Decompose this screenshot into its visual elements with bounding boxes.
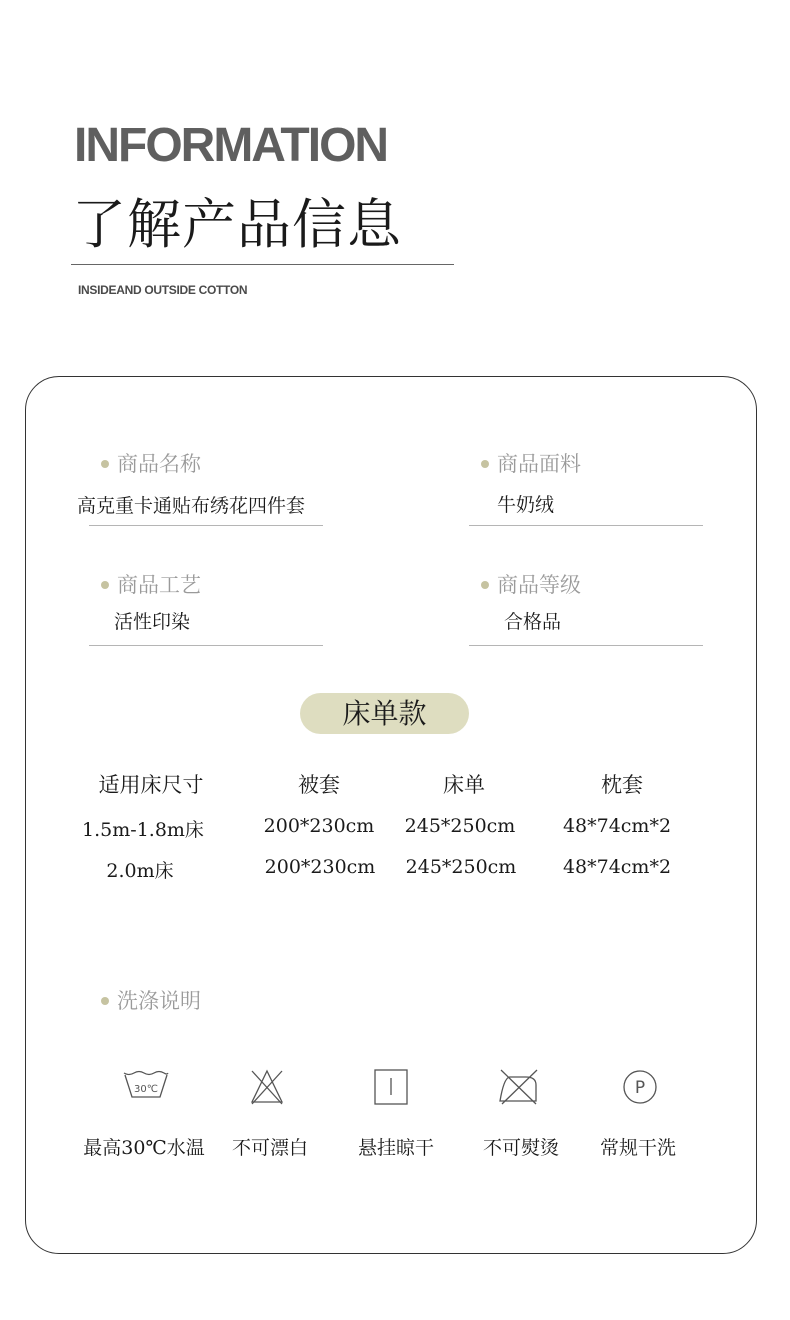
table-header-pillowcase: 枕套: [601, 773, 643, 797]
table-cell: 48*74cm*2: [562, 856, 672, 878]
bullet-dot: [101, 460, 109, 468]
grade-label: 商品等级: [481, 569, 581, 599]
table-header-duvet: 被套: [298, 773, 340, 797]
bullet-dot: [481, 581, 489, 589]
hang-dry-icon: [366, 1067, 416, 1111]
product-name-label: 商品名称: [101, 448, 201, 478]
dry-clean-p-icon: [615, 1067, 665, 1111]
no-bleach-icon: [242, 1067, 292, 1111]
table-cell: 200*230cm: [264, 856, 376, 878]
table-cell: 48*74cm*2: [562, 815, 672, 837]
table-cell: 200*230cm: [263, 815, 375, 837]
bullet-dot: [481, 460, 489, 468]
fabric-label: 商品面料: [481, 448, 581, 478]
table-header-sheet: 床单: [443, 773, 485, 797]
divider: [469, 525, 703, 526]
title-cn: 了解产品信息: [72, 193, 402, 256]
wash-temp-text: 30℃: [134, 1084, 158, 1095]
care-item-label: 不可熨烫: [482, 1137, 559, 1159]
grade-value: 合格品: [504, 611, 562, 633]
divider: [89, 525, 323, 526]
care-item-label: 最高30℃水温: [83, 1137, 205, 1159]
table-cell: 245*250cm: [404, 815, 516, 837]
fabric-value: 牛奶绒: [497, 494, 555, 516]
product-name-value: 高克重卡通贴布绣花四件套: [77, 495, 306, 517]
table-cell: 2.0m床: [106, 860, 174, 882]
sheet-style-badge: 床单款: [300, 693, 469, 734]
dry-clean-p-text: P: [634, 1078, 646, 1098]
table-header-bed-size: 适用床尺寸: [98, 773, 204, 797]
care-item-label: 悬挂晾干: [357, 1137, 434, 1159]
subtitle-en: INSIDEAND OUTSIDE COTTON: [78, 283, 248, 297]
bullet-dot: [101, 997, 109, 1005]
bullet-dot: [101, 581, 109, 589]
divider: [89, 645, 323, 646]
header-divider: [71, 264, 454, 265]
care-label: 洗涤说明: [101, 985, 201, 1015]
table-cell: 245*250cm: [405, 856, 517, 878]
craft-label: 商品工艺: [101, 569, 201, 599]
divider: [469, 645, 703, 646]
wash-30-icon: [121, 1067, 171, 1111]
table-cell: 1.5m-1.8m床: [82, 819, 204, 841]
care-item-label: 常规干洗: [599, 1137, 676, 1159]
title-en: INFORMATION: [74, 119, 388, 172]
care-item-label: 不可漂白: [231, 1137, 308, 1159]
no-iron-icon: [494, 1067, 544, 1111]
craft-value: 活性印染: [114, 611, 191, 633]
